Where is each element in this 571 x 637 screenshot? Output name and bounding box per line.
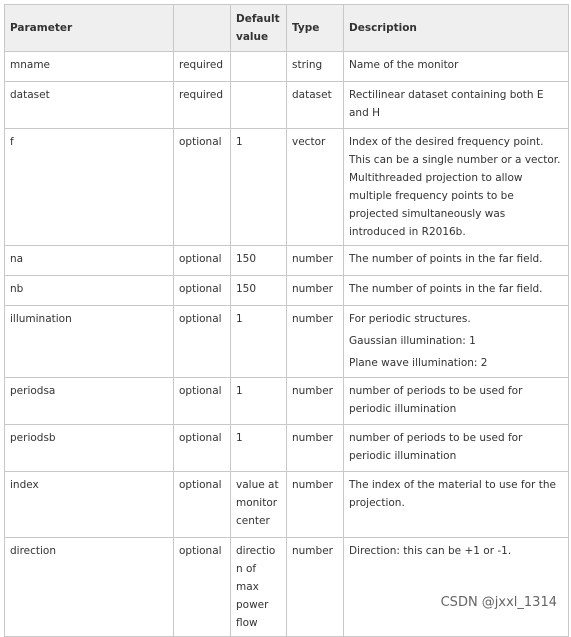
default-value-cell: 1 — [231, 425, 287, 472]
type-cell: number — [287, 538, 344, 637]
requirement-cell: optional — [174, 276, 231, 306]
parameter-cell: illumination — [5, 306, 174, 378]
header-description: Description — [344, 5, 569, 52]
table-header-row — [5, 5, 569, 52]
parameter-cell: index — [5, 472, 174, 538]
parameter-cell: mname — [5, 52, 174, 82]
table-row — [5, 378, 569, 425]
type-cell: number — [287, 425, 344, 472]
type-cell: number — [287, 378, 344, 425]
default-value-cell: direction of max power flow — [231, 538, 287, 637]
requirement-cell: optional — [174, 378, 231, 425]
requirement-cell: optional — [174, 472, 231, 538]
requirement-cell: optional — [174, 538, 231, 637]
description-line: The number of points in the far field. — [349, 283, 543, 295]
parameter-cell: periodsa — [5, 378, 174, 425]
description-line: number of periods to be used for periodic illumination — [349, 432, 523, 462]
requirement-cell: optional — [174, 129, 231, 246]
table-row — [5, 276, 569, 306]
requirement-cell: optional — [174, 425, 231, 472]
description-cell — [344, 378, 569, 425]
header-type: Type — [287, 5, 344, 52]
default-value-cell: 1 — [231, 129, 287, 246]
requirement-cell: required — [174, 52, 231, 82]
default-value-cell: 150 — [231, 246, 287, 276]
requirement-cell: required — [174, 82, 231, 129]
table-row — [5, 129, 569, 246]
description-cell — [344, 52, 569, 82]
default-value-cell — [231, 52, 287, 82]
description-line: Index of the desired frequency point. This can be a single number or a vector. Multithreaded projection to allow multiple frequency points to be projected simultaneously was introduced in R2016b. — [349, 136, 561, 238]
table-row — [5, 306, 569, 378]
requirement-cell: optional — [174, 246, 231, 276]
parameter-cell: periodsb — [5, 425, 174, 472]
description-cell — [344, 538, 569, 637]
description-line: Gaussian illumination: 1 — [349, 335, 476, 347]
description-cell — [344, 276, 569, 306]
description-line: Name of the monitor — [349, 59, 459, 71]
default-value-cell — [231, 82, 287, 129]
description-cell — [344, 306, 569, 378]
default-value-cell: 1 — [231, 378, 287, 425]
header-requirement — [174, 5, 231, 52]
parameter-cell: f — [5, 129, 174, 246]
type-cell: number — [287, 306, 344, 378]
description-line: Direction: this can be +1 or -1. — [349, 545, 512, 557]
header-default-value: Default value — [231, 5, 287, 52]
table-row — [5, 472, 569, 538]
default-value-cell: 1 — [231, 306, 287, 378]
requirement-cell: optional — [174, 306, 231, 378]
header-parameter: Parameter — [5, 5, 174, 52]
parameter-cell: na — [5, 246, 174, 276]
parameters-table — [4, 4, 569, 637]
description-cell — [344, 82, 569, 129]
table-row — [5, 52, 569, 82]
description-cell — [344, 472, 569, 538]
description-line: Plane wave illumination: 2 — [349, 357, 488, 369]
description-line: For periodic structures. — [349, 313, 471, 325]
description-line: number of periods to be used for periodic illumination — [349, 385, 523, 415]
table-row — [5, 246, 569, 276]
type-cell: dataset — [287, 82, 344, 129]
description-line: Rectilinear dataset containing both E and H — [349, 89, 544, 119]
description-line: The number of points in the far field. — [349, 253, 543, 265]
table-row — [5, 82, 569, 129]
type-cell: number — [287, 472, 344, 538]
default-value-cell: value at monitor center — [231, 472, 287, 538]
type-cell: number — [287, 246, 344, 276]
table-row — [5, 425, 569, 472]
parameter-cell: dataset — [5, 82, 174, 129]
description-cell — [344, 129, 569, 246]
default-value-cell: 150 — [231, 276, 287, 306]
watermark: CSDN @jxxl_1314 — [440, 595, 557, 610]
description-line: The index of the material to use for the projection. — [349, 479, 556, 509]
description-cell — [344, 425, 569, 472]
type-cell: number — [287, 276, 344, 306]
parameter-cell: nb — [5, 276, 174, 306]
table-row — [5, 538, 569, 637]
type-cell: string — [287, 52, 344, 82]
parameter-cell: direction — [5, 538, 174, 637]
type-cell: vector — [287, 129, 344, 246]
description-cell — [344, 246, 569, 276]
